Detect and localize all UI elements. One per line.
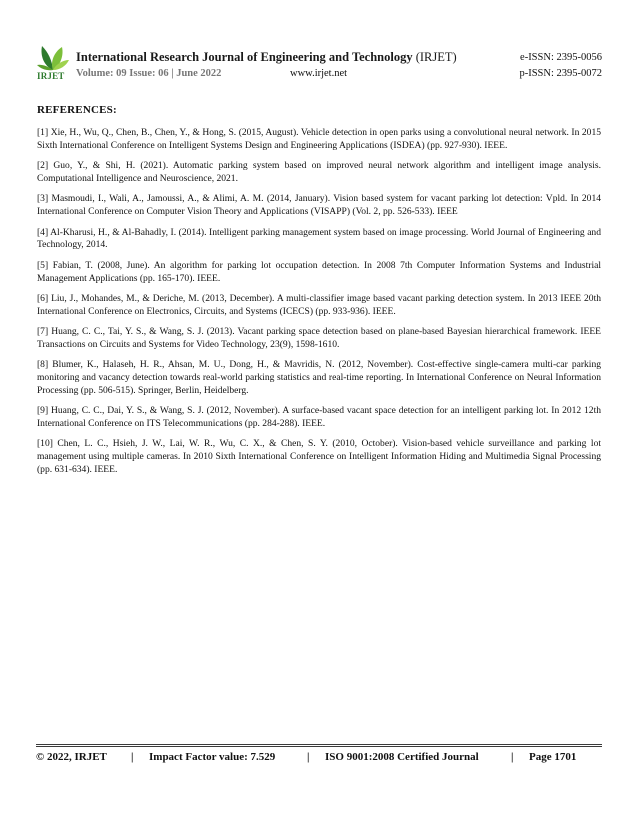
journal-title <box>76 50 457 65</box>
reference-list <box>37 127 601 477</box>
reference-text: Huang, C. C., Dai, Y. S., & Wang, S. J. (2012, November). A surface-based vacant space detection for an intelligent parking lot. In 2012 12th International Conference on ITS Telecommunications (pp. 284-288). IEEE. <box>37 405 602 430</box>
reference-number: [9] <box>37 405 49 417</box>
reference-item <box>37 293 601 319</box>
references-section <box>37 104 601 484</box>
page-footer <box>36 751 602 767</box>
reference-number: [7] <box>37 326 49 338</box>
p-issn: p-ISSN: 2395-0072 <box>519 68 602 79</box>
reference-text: Guo, Y., & Shi, H. (2021). Automatic parking system based on improved neural network algorithm and intelligent image analysis. Computational Intelligence and Neuroscience, 2021. <box>37 160 601 184</box>
footer-separator: | <box>511 751 514 763</box>
reference-text: Xie, H., Wu, Q., Chen, B., Chen, Y., & Hong, S. (2015, August). Vehicle detection in open parks using a convolutional neural network. In 2015 Sixth International Conference on Intelligent Systems Design and Engineering Applications (ISDEA) (pp. 927-930). IEEE. <box>37 127 602 151</box>
reference-item <box>37 438 601 476</box>
irjet-logo <box>36 44 70 82</box>
logo-text: IRJET <box>37 71 65 81</box>
footer-copyright: © 2022, IRJET <box>36 751 107 763</box>
reference-item <box>37 227 601 253</box>
reference-item <box>37 260 601 286</box>
footer-page-number: Page 1701 <box>529 751 577 763</box>
reference-text: Fabian, T. (2008, June). An algorithm for parking lot occupation detection. In 2008 7th Computer Information Systems and Industrial Management Applications (pp. 165-170). IEEE. <box>37 259 601 284</box>
reference-item <box>37 127 601 153</box>
reference-number: [6] <box>37 292 49 304</box>
reference-number: [10] <box>37 438 53 450</box>
footer-divider <box>36 744 602 747</box>
footer-iso: ISO 9001:2008 Certified Journal <box>325 751 479 763</box>
footer-impact-factor: Impact Factor value: 7.529 <box>149 751 276 763</box>
reference-number: [3] <box>37 193 49 205</box>
reference-text: Al-Kharusi, H., & Al-Bahadly, I. (2014). Intelligent parking management system based on image processing. World Journal of Engineering and Technology, 2014. <box>37 226 601 251</box>
journal-abbreviation: (IRJET) <box>415 50 457 64</box>
volume-issue: Volume: 09 Issue: 06 | June 2022 <box>76 68 222 79</box>
reference-item <box>37 193 601 219</box>
reference-number: [2] <box>37 160 49 172</box>
reference-text: Chen, L. C., Hsieh, J. W., Lai, W. R., Wu, C. X., & Chen, S. Y. (2010, October). Vision-based vehicle surveillance and parking lot management using multiple cameras. In 2010 Sixth International Conference on Intelligent Information Hiding and Multimedia Signal Processing (pp. 631-634). IEEE. <box>37 438 601 476</box>
reference-text: Huang, C. C., Tai, Y. S., & Wang, S. J. (2013). Vacant parking space detection based on plane-based Bayesian hierarchical framework. IEEE Transactions on Circuits and Systems for Video Technology, 23(9), 1598-1610. <box>37 326 601 350</box>
footer-separator: | <box>307 751 310 763</box>
reference-number: [1] <box>37 127 49 138</box>
reference-item <box>37 359 601 397</box>
reference-item <box>37 326 601 352</box>
e-issn: e-ISSN: 2395-0056 <box>520 52 602 63</box>
journal-header <box>36 44 602 84</box>
reference-item <box>37 160 601 186</box>
footer-separator: | <box>131 751 134 763</box>
leaf-logo-icon <box>36 44 70 74</box>
reference-item <box>37 405 601 431</box>
references-heading: REFERENCES: <box>37 104 117 116</box>
reference-number: [4] <box>37 226 49 238</box>
journal-name: International Research Journal of Engineering and Technology <box>76 50 413 64</box>
reference-number: [5] <box>37 259 49 271</box>
website-link[interactable]: www.irjet.net <box>290 68 348 79</box>
reference-text: Masmoudi, I., Wali, A., Jamoussi, A., & Alimi, A. M. (2014, January). Vision based system for vacant parking lot detection: Vpld. In 2014 International Conference on Computer Vision Theory and Applications (VISAPP) (Vol. 2, pp. 526-533). IEEE <box>37 193 602 218</box>
reference-text: Blumer, K., Halaseh, H. R., Ahsan, M. U., Dong, H., & Mavridis, N. (2012, November). Cost-effective single-camera multi-car parking monitoring and vacancy detection towards real-world parking statistics and real-time reporting. In International Conference on Neural Information Processing (pp. 506-515). Springer, Berlin, Heidelberg. <box>37 359 602 396</box>
reference-number: [8] <box>37 359 49 371</box>
reference-text: Liu, J., Mohandes, M., & Deriche, M. (2013, December). A multi-classifier image based vacant parking detection system. In 2013 IEEE 20th International Conference on Electronics, Circuits, and Systems (ICECS) (pp. 933-936). IEEE. <box>37 292 601 317</box>
